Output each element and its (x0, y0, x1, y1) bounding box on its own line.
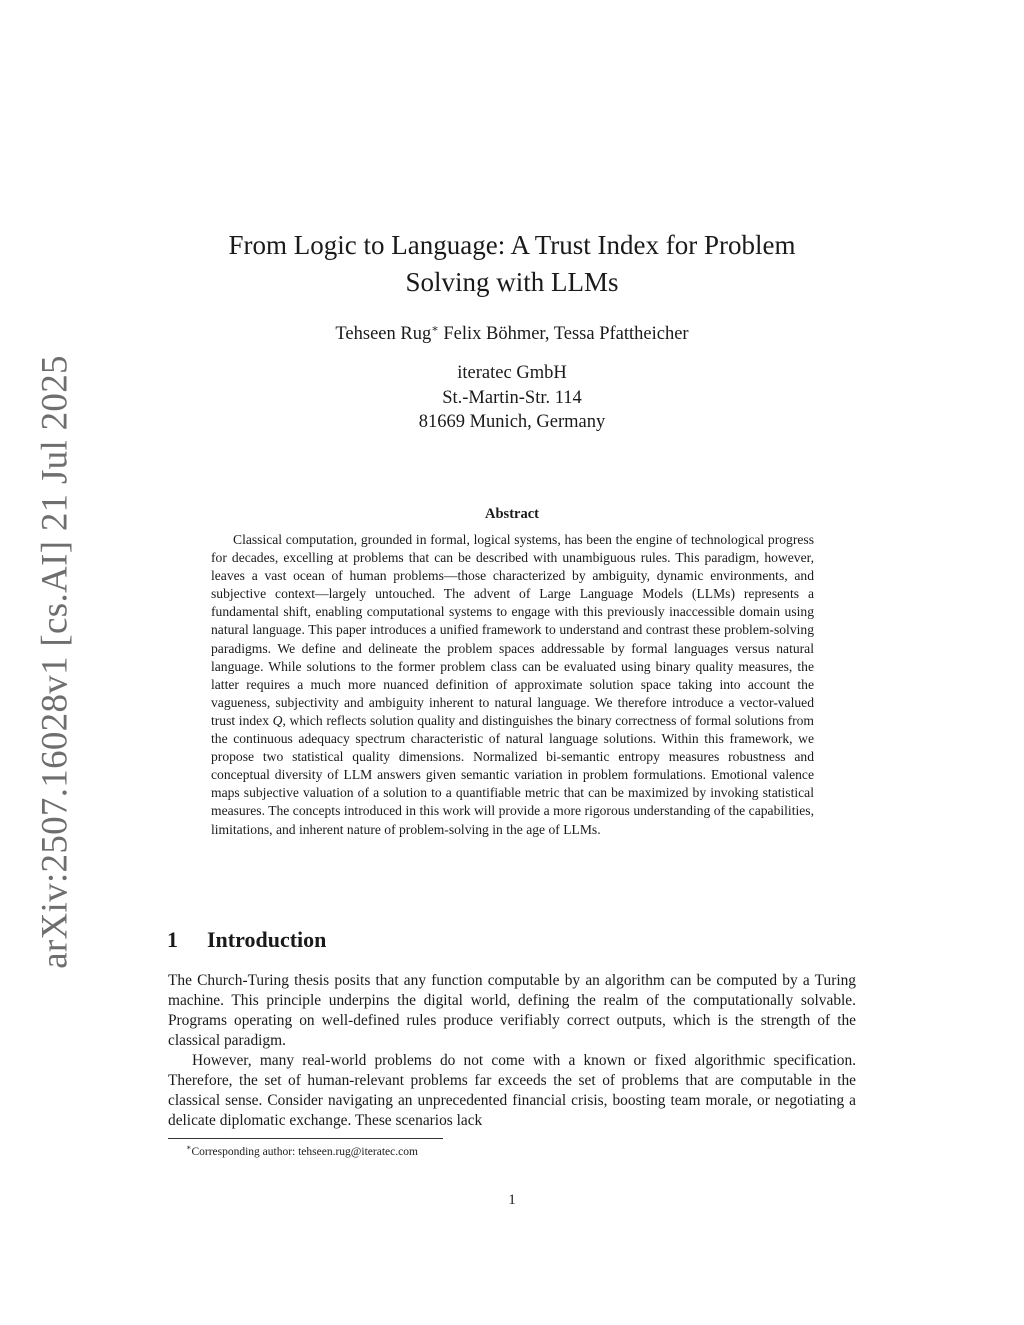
author-list (160, 322, 864, 346)
affiliation-city: 81669 Munich, Germany (418, 412, 606, 432)
page-number: 1 (508, 1192, 516, 1208)
footnote-mark: ∗ (186, 1143, 192, 1152)
author-rest: Felix Böhmer, Tessa Pfattheicher (438, 324, 689, 344)
title-line-1: From Logic to Language: A Trust Index for Problem (228, 230, 796, 260)
footnote-divider (168, 1138, 443, 1139)
affiliation-block (160, 361, 864, 435)
paper-title (160, 227, 864, 301)
abstract-heading: Abstract (485, 506, 539, 522)
footnote-text: Corresponding author: tehseen.rug@iteratec.com (191, 1145, 418, 1158)
arxiv-identifier-stamp: arXiv:2507.16028v1 [cs.AI] 21 Jul 2025 (34, 355, 76, 969)
intro-paragraph-2: However, many real-world problems do not come with a known or fixed algorithmic specification. Therefore, the set of human-relevant problems far exceeds the set of problems that are computable in the classical sense. Consider navigating an unprecedented financial crisis, boosting team morale, or negotiating a delicate diplomatic exchange. These scenarios lack (168, 1052, 856, 1129)
abstract-text-part-2: , which reflects solution quality and distinguishes the binary correctness of formal solutions from the continuous adequacy spectrum characteristic of natural language solutions. Within this framework, we propose two statistical quality dimensions. Normalized bi-semantic entropy measures robustness and conceptual diversity of LLM answers given semantic variation in problem formulations. Emotional valence maps subjective valuation of a solution to a quantifiable metric that can be maximized by invoking statistical measures. The concepts introduced in this work will provide a more rigorous understanding of the capabilities, limitations, and inherent nature of problem-solving in the age of LLMs. (211, 712, 814, 837)
section-heading-introduction (167, 927, 326, 953)
footnote (186, 1143, 418, 1158)
author-first: Tehseen Rug (335, 324, 432, 344)
trust-index-symbol: Q (272, 712, 283, 728)
abstract-text-part-1: Classical computation, grounded in formal, logical systems, has been the engine of technological progress for decades, excelling at problems that can be described with unambiguous rules. This paradigm, however, leaves a vast ocean of human problems—those characterized by ambiguity, dynamic environments, and subjective context—largely untouched. The advent of Large Language Models (LLMs) represents a fundamental shift, enabling computational systems to engage with this previously inaccessible domain using natural language. This paper introduces a unified framework to understand and contrast these problem-solving paradigms. We define and delineate the problem spaces addressable by formal languages versus natural language. While solutions to the former problem class can be evaluated using binary quality measures, the latter requires a much more nuanced definition of approximate solution space taking into account the vagueness, subjectivity and ambiguity inherent to natural language. We therefore introduce a vector-valued trust index (211, 532, 814, 728)
section-title: Introduction (207, 927, 327, 952)
title-line-2: Solving with LLMs (405, 267, 619, 297)
affiliation-street: St.-Martin-Str. 114 (442, 387, 582, 408)
affiliation-org: iteratec GmbH (457, 363, 567, 383)
corresponding-author-mark: ∗ (431, 322, 439, 335)
abstract-text (211, 531, 814, 839)
section-number: 1 (167, 927, 178, 952)
intro-paragraph-1: The Church-Turing thesis posits that any function computable by an algorithm can be computed by a Turing machine. This principle underpins the digital world, defining the realm of the computationally solvable. Programs operating on well-defined rules produce verifiably correct outputs, which is the strength of the classical paradigm. (168, 972, 856, 1049)
